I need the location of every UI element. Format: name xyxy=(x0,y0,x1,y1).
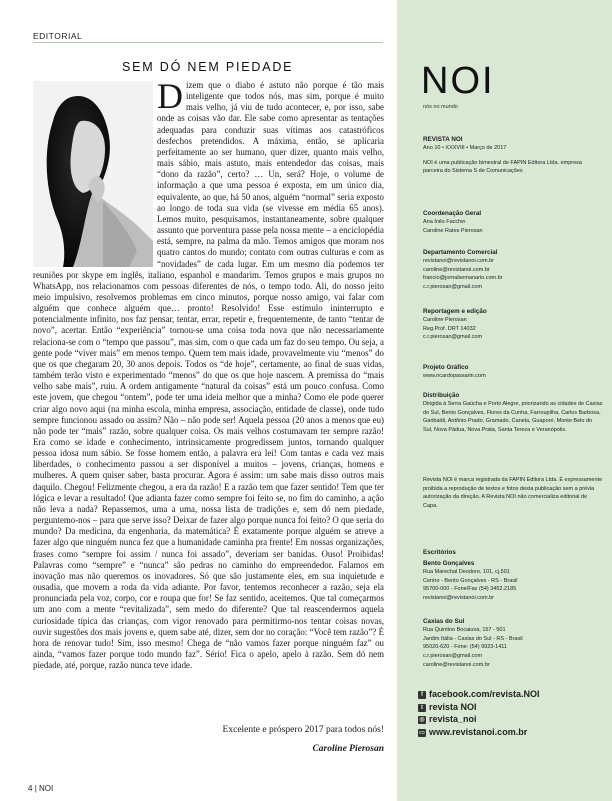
sidebar-section-coordination xyxy=(423,209,603,235)
sidebar-section-design xyxy=(423,363,603,381)
social-website[interactable] xyxy=(418,727,527,737)
social-label: www.revistanoi.com.br xyxy=(429,727,528,737)
footer-separator: | xyxy=(34,784,37,793)
logo-tagline: nós no mundo xyxy=(423,104,458,110)
section-line: Centro - Bento Gonçalves - RS - Brasil xyxy=(423,577,518,584)
section-label: EDITORIAL xyxy=(33,31,83,41)
email-link[interactable]: francio@jornalsemanario.com.br xyxy=(423,275,503,282)
email-link[interactable]: c.r.pierosan@gmail.com xyxy=(423,284,483,291)
email-link[interactable]: c.r.pierosan@gmail.com xyxy=(423,653,483,660)
sidebar-section-caxias xyxy=(423,617,603,670)
page-number: 4 xyxy=(28,784,33,793)
sidebar-section-bento xyxy=(423,559,603,603)
section-line: 95700-000 - Fone/Fax (54) 3452.2185 xyxy=(423,586,517,593)
section-line: Caroline Rates Pierosan xyxy=(423,227,483,234)
email-link[interactable]: c.r.pierosan@gmail.com xyxy=(423,334,483,341)
email-link[interactable]: caroline@revistanoi.com.br xyxy=(423,661,490,668)
section-line: Rua Marechal Deodoro, 101, cj.501 xyxy=(423,569,510,575)
section-heading: Projeto Gráfico xyxy=(423,364,469,371)
section-heading: Caxias do Sul xyxy=(423,618,465,625)
sidebar-section-distribution xyxy=(423,391,603,435)
section-heading: Departamento Comercial xyxy=(423,249,498,256)
author-signature: Caroline Pierosan xyxy=(312,744,384,754)
section-line: Reg.Prof. DRT 14032 xyxy=(423,325,476,332)
section-line: 95020-620 - Fone: (54) 9923-1411 xyxy=(423,644,507,651)
section-line: Jardim Itália - Caxias do Sul - RS - Brasil xyxy=(423,635,523,642)
section-heading: Reportagem e edição xyxy=(423,308,487,315)
twitter-icon: t xyxy=(418,704,426,712)
about-text: NOI é uma publicação bimestral de FAPIN Editora Ltda. empresa parceira do Sistema S de Comunicações xyxy=(423,159,582,175)
section-line: Ana Inês Facchin xyxy=(423,219,466,225)
photo-spacer xyxy=(33,80,157,267)
magazine-logo: NOI xyxy=(421,60,495,102)
footer-magazine: NOI xyxy=(39,784,54,793)
sidebar-section-commercial xyxy=(423,248,603,292)
section-heading: Bento Gonçalves xyxy=(423,560,475,567)
web-icon: ▭ xyxy=(419,729,425,736)
section-line: Rua Quintino Bocaiuva, 157 - 501 xyxy=(423,627,506,633)
masthead-title: REVISTA NOI xyxy=(423,136,463,143)
social-label: revista_noi xyxy=(429,714,477,724)
section-divider xyxy=(33,42,383,43)
article-body xyxy=(33,76,384,671)
page-footer xyxy=(28,784,53,793)
closing-line: Excelente e próspero 2017 para todos nós! xyxy=(222,725,384,735)
facebook-icon: f xyxy=(418,691,426,699)
masthead-intro xyxy=(423,135,603,176)
email-link[interactable]: caroline@revistanoi.com.br xyxy=(423,266,490,273)
web-link[interactable]: www.ricardopassarin.com xyxy=(423,373,486,379)
social-facebook[interactable] xyxy=(418,689,540,699)
sidebar-section-editing xyxy=(423,307,603,342)
section-line: Caroline Pierosan xyxy=(423,317,467,323)
drop-cap: D xyxy=(157,76,183,116)
email-link[interactable]: revistanoi@revistanoi.com.br xyxy=(423,595,494,602)
social-label: revista NOI xyxy=(429,702,477,712)
article-text: izem que o diabo é astuto não porque é tão mais inteligente que todos nós, mas sim, porque é muito mais velho, já viu de tudo acontecer, e, por isso, sabe onde as coisas vão dar. Ele sabe como apresentar as tentações adequadas para conduzir suas vítimas aos catastróficos desfechos pretendidos. A máxima, então, se aplicaria perfeitamente ao ser humano, quer dizer, quanto mais velho, mais sábio, mais astuto, mais entendedor das coisas, mais “dono da razão”, certo? … Un, será? Hoje, o volume de informação a que uma pessoa é exposta, em um único dia, equivalente, ao que, há 50 anos, alguém “normal” seria exposto ao longo de toda sua vida (se vivesse em média 65 anos). Lemos muito, pesquisamos, instantaneamente, sobre qualquer assunto que porventura passe pela nossa mente – a enciclopédia está, sempre, na palma da mão. Temos amigos que moram nos quatro cantos do mundo; contato com outras culturas e com as “novidades” de cada lugar. Em um mesmo dia podemos ter reuniões por skype em inglês, italiano, espanhol e mandarim. Temos grupos e mais grupos no WhatsApp, nos relacionamos com pessoas diferentes de nós, o tempo todo. Ali, do nosso jeito meio impulsivo, resolvemos problemas em cinco minutos, porque nosso amigo, vai falar com alguém que conhece alguém que… pronto! Resolvido! Esse estímulo ininterrupto e potencialmente infinito, nos faz pensar, tentar, errar, repetir e, frequentemente, de tanto “tentar de novo”, acertar. Então “experiência” tornou-se uma coisa toda nova que não necessariamente relaciona-se com o “tempo que passou”, mas sim, com o que cada um faz do seu tempo. Ou seja, a gente pode “viver mais” em menos tempo. Quem tem mais idade, provavelmente viu “menos” do que os que chegaram 20, 30 anos depois. Todos os “de hoje”, certamente, ao final de suas vidas, também terão visto e experimentado “menos” do que os que hoje nascem. A premissa do “mais velho sabe mais”, ruiu. A ordem antigamente “natural da coisas” está um pouco confusa. Como este jovem, que chegou “ontem”, pode ter uma ideia melhor que a minha? Como ele pode querer criar algo novo aqui (na minha escola, minha empresa, associação, entidade de classe), onde tudo sempre funcionou assado ou assim? Não – não pode ser! Aquela pessoa (20 anos a menos que eu) não pode ter “mais” razão, sobre qualquer coisa. Os mais velhos costumavam ter sempre razão! Era como se idade e conhecimento, intrinsicamente progredissem juntos, tornando qualquer pessoa idosa num sábio. Se fosse homem então, a palavra era lei! Com tantas e cada vez mais liberdades, o conhecimento passou a ser disponível a muitos – jovens, crianças, homens e mulheres. A quem quiser saber, basta procurar. Agora é assim: um sabe mais disso outros mais daquilo. Chegou! Felizmente chegou, a era da razão! E a razão tem que fazer sentido! Tem que ter lógica e levar a resultado! Que adianta fazer como sempre foi feito se, no fim do caminho, a ação não leva a nada? Repassemos, uma a uma, nossa lista de tradições e, sem dó nem piedade, perguntemo-nos – para que serve isso? Deixar de fazer algo porque nunca foi feito? O que seria do mundo? Da medicina, da engenharia, da matemática? É exatamente porque alguém se atreve a fazer algo que ninguém nunca fez que a humanidade caminha pra frente! Em nossas organizações, frases como “sempre foi assim / nunca foi assado”, deveriam ser banidas. Ouso! Proibidas! Palavras como “sempre” e “nunca” são pedras no caminho do empreendedor. Falamos em inovação mas não queremos os inovadores. Só que são justamente eles, em sua inquietude e ousadia, que movem a roda da vida adiante. Por favor, tentemos reconhecer a razão, seja ela pronunciada pela voz, corpo, cor e roupa que for! Se faz sentido, aceitemos. Que tal começarmos um ano com a mente “revitalizada”, sem medo do diferente? Que tal reascendermos aquela curiosidade típica das crianças, com vigor renovado para permitirmo-nos tentar coisas novas, ouvir sugestões dos mais jovens e, quem sabe até, dizer, sem dor no coração: “Você tem razão”? É hora de renovar tudo! Sim, isso mesmo! Chega de “não vamos fazer porque ninguém faz” ou ainda, “vamos fazer porque todo mundo faz”. Sério! Fica o apelo, apelo à razão. Sem dó nem piedade, até, porque, razão nunca teve idade. xyxy=(33,80,384,671)
sidebar-legal-notice xyxy=(423,476,603,511)
social-label: facebook.com/revista.NOI xyxy=(429,689,540,699)
email-link[interactable]: revistanoi@revistanoi.com.br xyxy=(423,258,494,264)
social-twitter[interactable] xyxy=(418,702,477,712)
section-heading: Coordenação Geral xyxy=(423,210,482,217)
issue-info: Ano 10 • XXXVIII • Março de 2017 xyxy=(423,145,507,151)
social-instagram[interactable] xyxy=(418,714,477,724)
section-heading: Escritórios xyxy=(423,549,456,556)
sidebar-section-offices xyxy=(423,548,603,557)
section-heading: Distribuição xyxy=(423,392,460,399)
section-line: Dirigida à Serra Gaúcha e Porto Alegre, priorizando as cidades de Caxias do Sul, Bento Gonçalves, Flores da Cunha, Farroupilha, Carlos Barbosa, Garibaldi, Antônio Prado, Gramado, Canela, Guaporé, Monte Belo do Sul, Nova Pádua, Nova Prata, Santa Tereza e Veranópolis. xyxy=(423,401,603,434)
instagram-icon: ◎ xyxy=(419,716,425,723)
legal-text: Revista NOI é marca registrada da FAPIN Editora Ltda. É expressamente proibida a reprodução de textos e fotos desta publicação sem a prévia autorização da direção. A Revista NOI não comercializa editorial de Capa. xyxy=(423,477,603,510)
article-headline: SEM DÓ NEM PIEDADE xyxy=(122,60,294,74)
